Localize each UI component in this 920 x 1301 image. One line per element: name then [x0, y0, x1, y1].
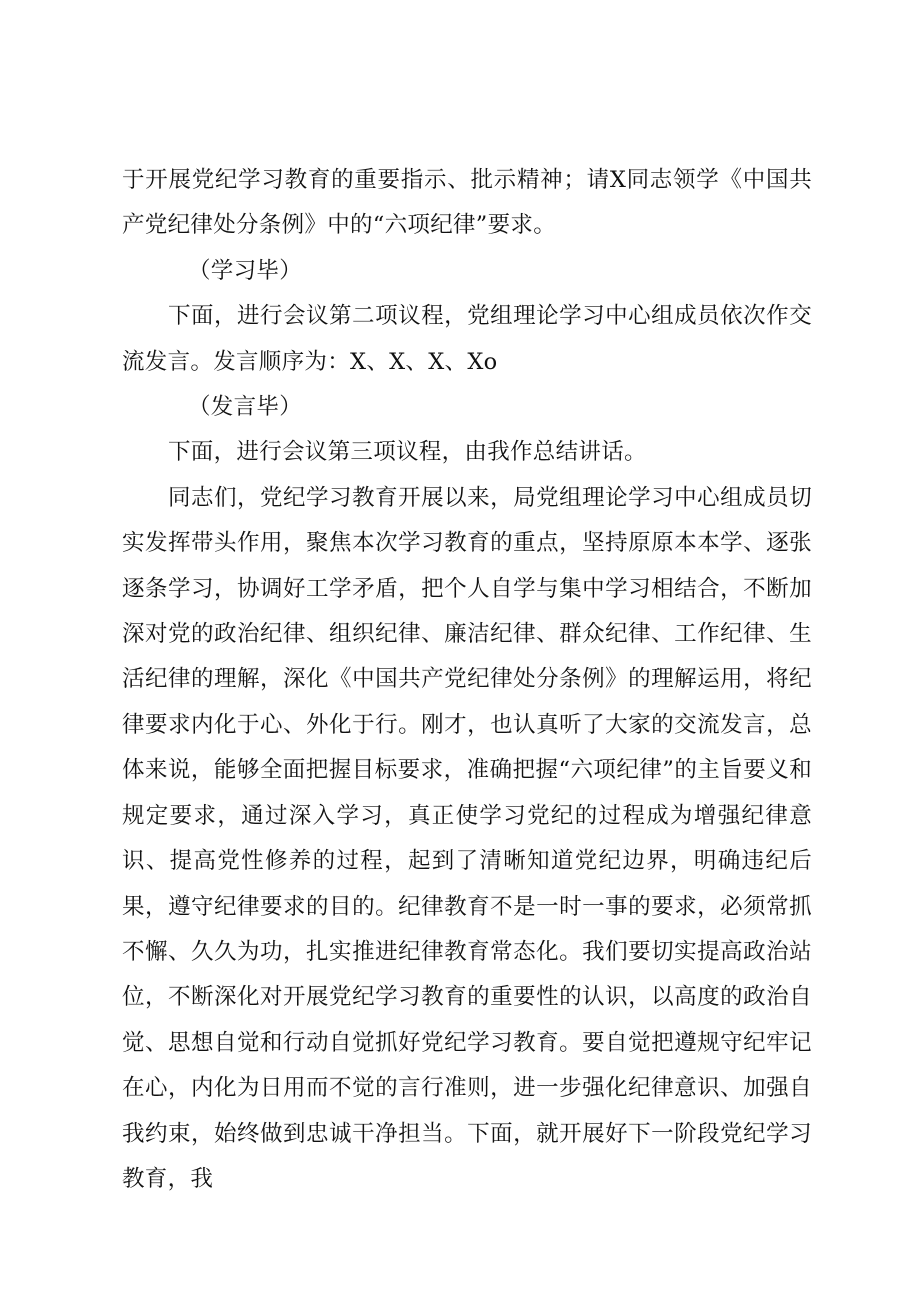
paragraph-third-agenda: 下面，进行会议第三项议程，由我作总结讲话。	[168, 439, 647, 466]
paragraph-study-complete-note: （学习毕）	[188, 257, 303, 284]
document-body	[122, 158, 812, 1202]
paragraph-continuation: 于开展党纪学习教育的重要指示、批示精神；请X同志领学《中国共产党纪律处分条例》中的“六项纪律”要求。	[122, 167, 812, 239]
paragraph-second-agenda: 下面，进行会议第二项议程，党组理论学习中心组成员依次作交流发言。发言顺序为：X、X、X、Xo	[122, 303, 812, 375]
paragraph-speech-complete-note: （发言毕）	[188, 394, 303, 421]
paragraph-summary-speech: 同志们，党纪学习教育开展以来，局党组理论学习中心组成员切实发挥带头作用，聚焦本次学习教育的重点，坚持原原本本学、逐张逐条学习，协调好工学矛盾，把个人自学与集中学习相结合，不断加深对党的政治纪律、组织纪律、廉洁纪律、群众纪律、工作纪律、生活纪律的理解，深化《中国共产党纪律处分条例》的理解运用，将纪律要求内化于心、外化于行。刚才，也认真听了大家的交流发言，总体来说，能够全面把握目标要求，准确把握“六项纪律”的主旨要义和规定要求，通过深入学习，真正使学习党纪的过程成为增强纪律意识、提高党性修养的过程，起到了清晰知道党纪边界，明确违纪后果，遵守纪律要求的目的。纪律教育不是一时一事的要求，必须常抓不懈、久久为功，扎实推进纪律教育常态化。我们要切实提高政治站位，不断深化对开展党纪学习教育的重要性的认识，以高度的政治自觉、思想自觉和行动自觉抓好党纪学习教育。要自觉把遵规守纪牢记在心，内化为日用而不觉的言行准则，进一步强化纪律意识、加强自我约束，始终做到忠诚干净担当。下面，就开展好下一阶段党纪学习教育，我	[122, 484, 812, 1192]
